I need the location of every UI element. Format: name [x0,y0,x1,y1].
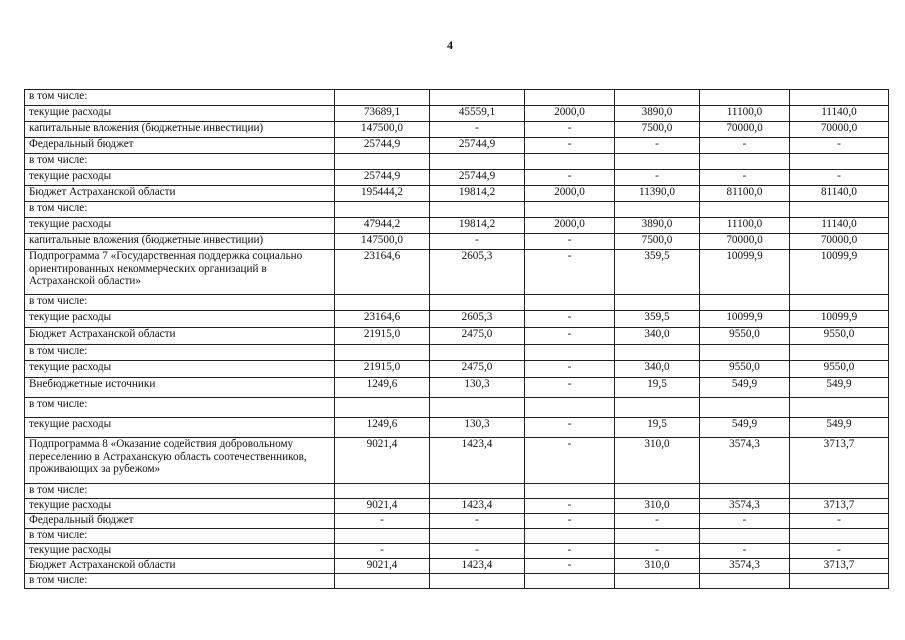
value-cell: 2475,0 [430,361,525,378]
table-row [25,499,889,514]
table-row [25,398,889,418]
value-cell [430,202,525,218]
row-label: Федеральный бюджет [25,138,335,154]
value-cell: - [700,138,790,154]
table-row [25,484,889,499]
table-row [25,311,889,328]
value-cell: 147500,0 [335,234,430,250]
row-label: Федеральный бюджет [25,514,335,529]
value-cell [430,484,525,499]
value-cell: 147500,0 [335,122,430,138]
value-cell: - [700,170,790,186]
value-cell: - [525,250,615,295]
value-cell: 130,3 [430,378,525,398]
value-cell: 10099,9 [790,311,889,328]
value-cell: 70000,0 [700,234,790,250]
value-cell: - [525,361,615,378]
value-cell: 1423,4 [430,559,525,574]
value-cell: - [525,122,615,138]
value-cell: 2000,0 [525,218,615,234]
value-cell [335,345,430,361]
value-cell [700,90,790,106]
value-cell [525,574,615,589]
value-cell: - [525,418,615,438]
value-cell: 9021,4 [335,438,430,484]
budget-table [24,89,889,589]
page-number: 4 [447,38,453,52]
value-cell [430,90,525,106]
table-row [25,186,889,202]
value-cell: 25744,9 [430,138,525,154]
table-row [25,90,889,106]
value-cell [335,202,430,218]
value-cell: - [525,234,615,250]
value-cell: 2475,0 [430,328,525,345]
value-cell: 359,5 [615,250,700,295]
value-cell: - [615,138,700,154]
value-cell: 3713,7 [790,499,889,514]
value-cell: 549,9 [700,378,790,398]
table-row [25,378,889,398]
value-cell: - [615,170,700,186]
value-cell [790,484,889,499]
row-label: Бюджет Астраханской области [25,328,335,345]
value-cell: - [525,544,615,559]
value-cell [615,529,700,544]
value-cell: - [335,544,430,559]
row-label: текущие расходы [25,499,335,514]
value-cell: 310,0 [615,438,700,484]
row-label: в том числе: [25,90,335,106]
value-cell [615,398,700,418]
value-cell [525,398,615,418]
value-cell: 7500,0 [615,234,700,250]
value-cell [525,202,615,218]
table-row [25,574,889,589]
value-cell [790,202,889,218]
value-cell [615,295,700,311]
value-cell: - [615,544,700,559]
value-cell: 549,9 [790,378,889,398]
value-cell: - [790,138,889,154]
value-cell: - [700,544,790,559]
value-cell: 70000,0 [700,122,790,138]
table-row [25,154,889,170]
row-label: текущие расходы [25,361,335,378]
row-label: текущие расходы [25,218,335,234]
value-cell [700,484,790,499]
value-cell: - [430,234,525,250]
value-cell: 9021,4 [335,499,430,514]
table-row [25,295,889,311]
value-cell [335,295,430,311]
value-cell: 9021,4 [335,559,430,574]
value-cell [615,154,700,170]
value-cell: - [335,514,430,529]
value-cell: 21915,0 [335,361,430,378]
value-cell: 45559,1 [430,106,525,122]
value-cell [525,154,615,170]
row-label: Бюджет Астраханской области [25,559,335,574]
value-cell: 23164,6 [335,250,430,295]
table-row [25,418,889,438]
value-cell [525,295,615,311]
row-label: текущие расходы [25,170,335,186]
value-cell: 340,0 [615,361,700,378]
value-cell: - [525,138,615,154]
value-cell: 3574,3 [700,559,790,574]
value-cell: 2605,3 [430,311,525,328]
value-cell [430,295,525,311]
value-cell [335,574,430,589]
value-cell: 19814,2 [430,218,525,234]
value-cell: 1423,4 [430,438,525,484]
value-cell: 70000,0 [790,122,889,138]
value-cell [790,295,889,311]
value-cell: 1423,4 [430,499,525,514]
value-cell: 23164,6 [335,311,430,328]
value-cell [335,154,430,170]
value-cell: 549,9 [700,418,790,438]
value-cell [615,345,700,361]
value-cell: 25744,9 [335,138,430,154]
row-label: Подпрограмма 7 «Государственная поддержка социально ориентированных некоммерческих организаций в Астраханской области» [25,250,335,295]
row-label: в том числе: [25,484,335,499]
value-cell: - [430,122,525,138]
row-label: Внебюджетные источники [25,378,335,398]
value-cell [430,529,525,544]
value-cell: 11140,0 [790,218,889,234]
row-label: капитальные вложения (бюджетные инвестиции) [25,234,335,250]
value-cell [615,484,700,499]
value-cell: - [615,514,700,529]
value-cell: - [790,544,889,559]
value-cell: 9550,0 [700,328,790,345]
value-cell: 340,0 [615,328,700,345]
row-label: капитальные вложения (бюджетные инвестиции) [25,122,335,138]
row-label: в том числе: [25,345,335,361]
table-row [25,250,889,295]
row-label: Бюджет Астраханской области [25,186,335,202]
table-row [25,438,889,484]
value-cell [525,90,615,106]
value-cell: 310,0 [615,559,700,574]
value-cell: - [525,499,615,514]
value-cell [430,345,525,361]
row-label: в том числе: [25,398,335,418]
value-cell: 25744,9 [430,170,525,186]
value-cell [430,154,525,170]
table-row [25,202,889,218]
value-cell: 73689,1 [335,106,430,122]
value-cell: 3713,7 [790,438,889,484]
value-cell: 25744,9 [335,170,430,186]
value-cell [790,398,889,418]
value-cell: 3574,3 [700,499,790,514]
value-cell: 9550,0 [700,361,790,378]
value-cell: - [525,378,615,398]
value-cell: - [790,514,889,529]
value-cell [790,345,889,361]
value-cell: 1249,6 [335,418,430,438]
value-cell: 19,5 [615,378,700,398]
value-cell [700,345,790,361]
value-cell: 9550,0 [790,361,889,378]
table-row [25,361,889,378]
table-row [25,345,889,361]
value-cell [790,529,889,544]
value-cell: 81100,0 [700,186,790,202]
table-row [25,170,889,186]
table-row [25,544,889,559]
value-cell: - [525,311,615,328]
value-cell [615,90,700,106]
value-cell: - [700,514,790,529]
row-label: в том числе: [25,154,335,170]
value-cell: - [525,170,615,186]
value-cell [700,295,790,311]
value-cell: 3890,0 [615,106,700,122]
value-cell [335,529,430,544]
value-cell: 2605,3 [430,250,525,295]
value-cell [700,574,790,589]
value-cell [700,202,790,218]
value-cell: 549,9 [790,418,889,438]
value-cell: 10099,9 [790,250,889,295]
value-cell: 7500,0 [615,122,700,138]
table-row [25,122,889,138]
row-label: в том числе: [25,202,335,218]
value-cell: 9550,0 [790,328,889,345]
table-row [25,138,889,154]
value-cell: 19814,2 [430,186,525,202]
value-cell: 81140,0 [790,186,889,202]
value-cell [335,398,430,418]
value-cell: 359,5 [615,311,700,328]
value-cell: 2000,0 [525,106,615,122]
row-label: в том числе: [25,574,335,589]
table-row [25,234,889,250]
value-cell [430,398,525,418]
value-cell: 11100,0 [700,218,790,234]
value-cell [790,90,889,106]
table-row [25,218,889,234]
value-cell: 130,3 [430,418,525,438]
value-cell: 310,0 [615,499,700,514]
table-row [25,559,889,574]
value-cell: - [525,438,615,484]
value-cell [790,154,889,170]
table-row [25,529,889,544]
value-cell: 10099,9 [700,250,790,295]
value-cell: 2000,0 [525,186,615,202]
value-cell [700,154,790,170]
value-cell: - [430,544,525,559]
value-cell [335,90,430,106]
value-cell: 70000,0 [790,234,889,250]
value-cell [700,529,790,544]
row-label: в том числе: [25,529,335,544]
value-cell [430,574,525,589]
table-row [25,514,889,529]
row-label: Подпрограмма 8 «Оказание содействия добровольному переселению в Астраханскую область соотечественников, проживающих за рубежом» [25,438,335,484]
value-cell: 11390,0 [615,186,700,202]
value-cell: 3713,7 [790,559,889,574]
value-cell [700,398,790,418]
value-cell: 21915,0 [335,328,430,345]
row-label: текущие расходы [25,106,335,122]
value-cell: 3574,3 [700,438,790,484]
value-cell [615,202,700,218]
row-label: текущие расходы [25,544,335,559]
value-cell: 19,5 [615,418,700,438]
row-label: текущие расходы [25,311,335,328]
value-cell: - [430,514,525,529]
row-label: текущие расходы [25,418,335,438]
value-cell: 11140,0 [790,106,889,122]
value-cell: 195444,2 [335,186,430,202]
value-cell: 3890,0 [615,218,700,234]
value-cell: - [790,170,889,186]
value-cell: 47944,2 [335,218,430,234]
value-cell [525,529,615,544]
table-row [25,328,889,345]
table-row [25,106,889,122]
value-cell: 1249,6 [335,378,430,398]
value-cell [525,484,615,499]
row-label: в том числе: [25,295,335,311]
value-cell: - [525,514,615,529]
value-cell [525,345,615,361]
value-cell: 10099,9 [700,311,790,328]
value-cell: - [525,559,615,574]
value-cell [790,574,889,589]
value-cell: 11100,0 [700,106,790,122]
value-cell [335,484,430,499]
value-cell: - [525,328,615,345]
value-cell [615,574,700,589]
